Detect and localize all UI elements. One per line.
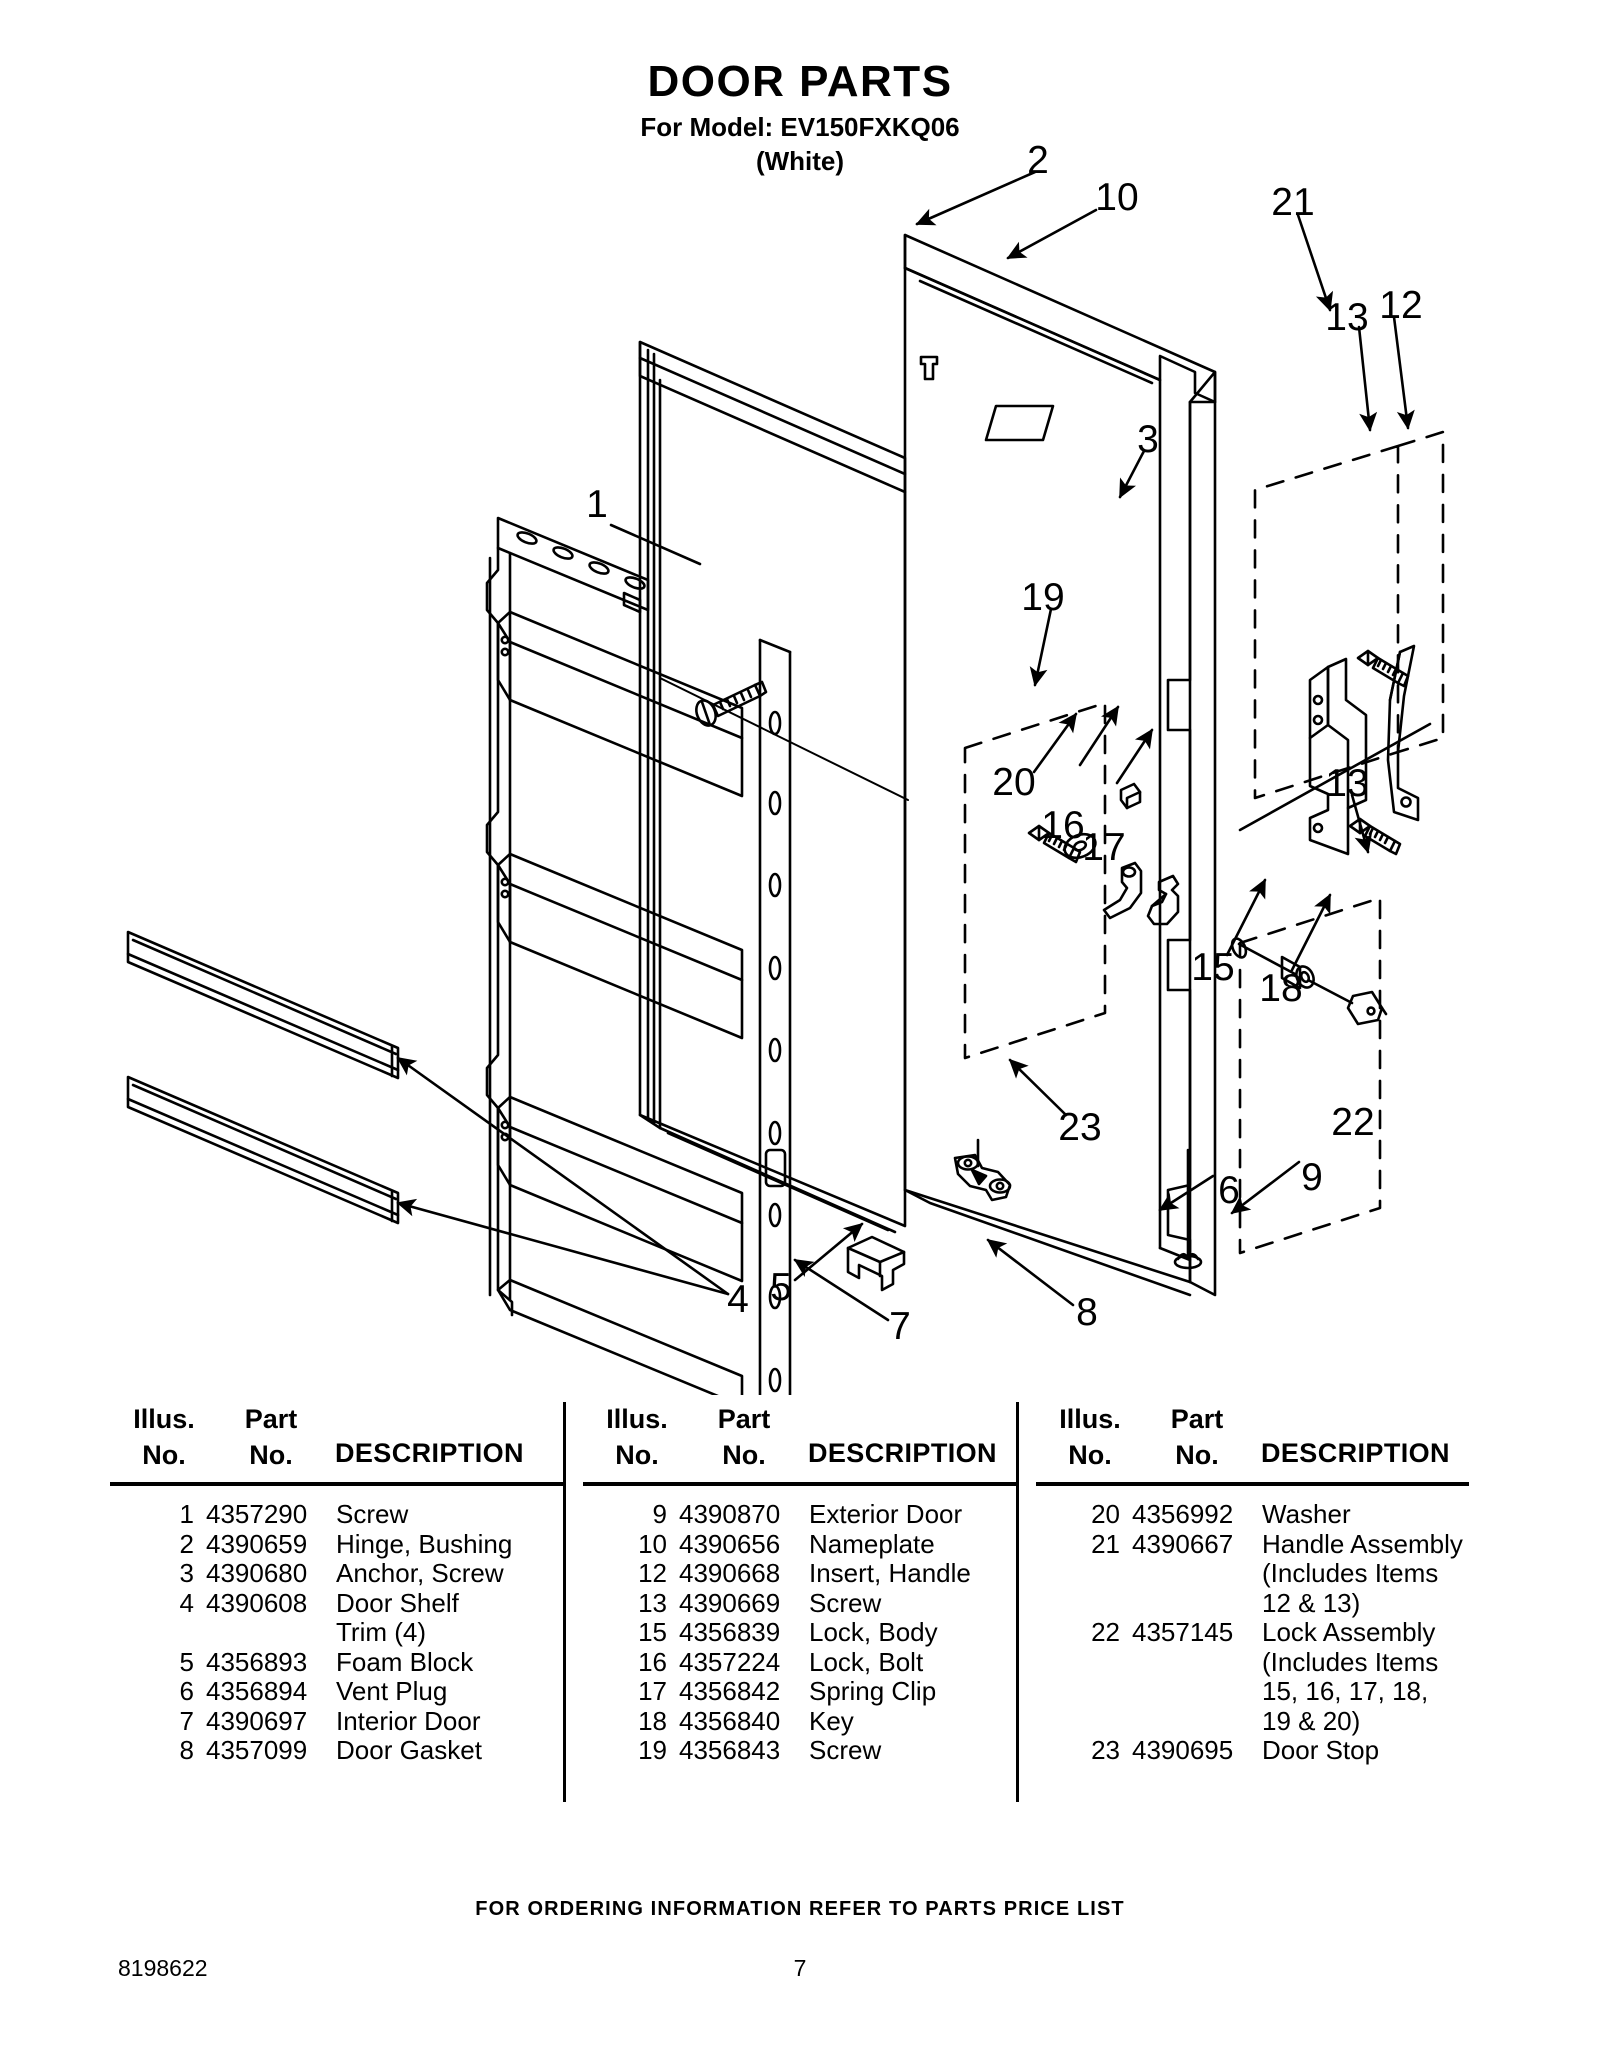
cell-part: 4356840	[679, 1705, 781, 1736]
parts-table	[110, 1402, 1495, 1802]
cell-part: 4357145	[1132, 1617, 1234, 1647]
cell-part	[206, 1618, 336, 1648]
page-number: 7	[793, 1955, 807, 1981]
cell-illus: 3	[179, 1558, 194, 1588]
parts-rows	[1036, 1500, 1469, 1766]
document-number: 8198622	[118, 1955, 208, 1981]
cell-desc: Washer	[1262, 1499, 1351, 1529]
leader-17	[1117, 730, 1152, 783]
table-row[interactable]	[110, 1500, 563, 1530]
table-row[interactable]	[583, 1589, 1016, 1619]
cell-illus: 18	[638, 1705, 667, 1736]
callout-8: 8	[1076, 1291, 1098, 1334]
cell-part: 4356839	[679, 1617, 781, 1647]
cell-illus: 10	[638, 1528, 667, 1559]
cell-illus	[1036, 1677, 1132, 1707]
parts-table-column-1	[110, 1402, 563, 1802]
header-illus-sub: No.	[615, 1439, 659, 1470]
cell-desc: Screw	[809, 1735, 882, 1765]
cell-part	[1132, 1677, 1262, 1707]
cell-illus: 13	[638, 1587, 667, 1618]
cell-illus	[110, 1618, 206, 1648]
header-illus: Illus.	[1059, 1404, 1121, 1434]
foam-block-part	[848, 1237, 904, 1290]
cell-desc: (Includes Items	[1262, 1646, 1439, 1677]
table-row[interactable]	[1036, 1736, 1469, 1766]
leader-12	[1394, 317, 1408, 428]
cell-desc: 12 & 13)	[1262, 1587, 1361, 1618]
table-row[interactable]	[110, 1736, 563, 1766]
header-part: Part	[717, 1404, 771, 1434]
cell-illus: 23	[1091, 1735, 1120, 1765]
callout-22: 22	[1331, 1101, 1375, 1144]
hinge-bushing-part	[921, 357, 937, 379]
callout-13-bottom: 13	[1325, 762, 1369, 805]
leader-2	[917, 172, 1035, 224]
table-row[interactable]	[110, 1707, 563, 1737]
header-rule	[583, 1482, 1016, 1486]
column-header	[110, 1402, 563, 1480]
cell-part: 4356894	[206, 1676, 308, 1706]
callout-23: 23	[1058, 1106, 1102, 1149]
cell-illus: 5	[179, 1646, 194, 1677]
callout-16: 16	[1041, 804, 1085, 847]
cell-part: 4390680	[206, 1558, 308, 1588]
color-line: (White)	[755, 145, 845, 176]
cell-part: 4390668	[679, 1558, 781, 1588]
callout-numbers	[586, 140, 1423, 1348]
table-row[interactable]	[583, 1530, 1016, 1560]
parts-rows	[583, 1500, 1016, 1766]
table-row[interactable]	[583, 1500, 1016, 1530]
header-part-sub: No.	[722, 1439, 766, 1470]
leader-lines	[398, 172, 1408, 1320]
table-row-continuation	[1036, 1559, 1469, 1589]
cell-desc: Key	[809, 1705, 854, 1736]
interior-door-part	[487, 518, 790, 1395]
nameplate-part	[986, 406, 1053, 440]
header-description: DESCRIPTION	[808, 1438, 997, 1468]
cell-part	[1132, 1559, 1262, 1589]
exploded-view-diagram	[0, 140, 1600, 1395]
callout-17: 17	[1082, 826, 1126, 869]
column-header	[583, 1402, 1016, 1480]
table-row[interactable]	[583, 1618, 1016, 1648]
door-shelf-trim-parts	[128, 932, 398, 1223]
callout-13-top: 13	[1325, 296, 1369, 339]
table-row[interactable]	[110, 1589, 563, 1619]
leader-16	[1080, 707, 1118, 765]
cell-desc: Anchor, Screw	[336, 1558, 504, 1588]
cell-desc: Exterior Door	[809, 1499, 963, 1529]
leader-7	[795, 1260, 888, 1320]
callout-9: 9	[1301, 1156, 1323, 1199]
cell-illus	[1036, 1559, 1132, 1589]
cell-illus: 22	[1091, 1617, 1120, 1647]
leader-19	[1035, 609, 1051, 685]
table-row[interactable]	[1036, 1618, 1469, 1648]
callout-10: 10	[1095, 176, 1139, 219]
cell-desc: Handle Assembly	[1262, 1528, 1463, 1559]
callout-21: 21	[1271, 181, 1315, 224]
callout-2: 2	[1027, 140, 1049, 182]
cell-part	[1132, 1648, 1262, 1678]
callout-15: 15	[1191, 946, 1235, 989]
table-row[interactable]	[583, 1707, 1016, 1737]
cell-illus: 21	[1091, 1528, 1120, 1559]
leader-9	[1232, 1162, 1299, 1213]
anchor-screw-part	[1121, 784, 1140, 808]
callout-20: 20	[992, 761, 1036, 804]
cell-part: 4390667	[1132, 1528, 1234, 1559]
cell-part: 4356893	[206, 1646, 308, 1677]
cell-desc: Lock Assembly	[1262, 1617, 1436, 1647]
cell-desc: Trim (4)	[336, 1617, 427, 1647]
leader-10	[1008, 210, 1096, 258]
table-row[interactable]	[1036, 1530, 1469, 1560]
callout-18: 18	[1259, 967, 1303, 1010]
cell-desc: Screw	[336, 1499, 409, 1529]
handle-bracket	[1310, 659, 1369, 854]
cell-illus: 12	[638, 1558, 667, 1588]
leader-13-top	[1359, 327, 1370, 430]
lock-bolt-part	[1104, 863, 1141, 918]
header-part: Part	[1170, 1404, 1224, 1434]
spring-clip-part	[1148, 876, 1178, 924]
table-row[interactable]	[1036, 1500, 1469, 1530]
cell-part: 4390697	[206, 1705, 308, 1736]
cell-desc: Interior Door	[336, 1705, 481, 1736]
cell-part: 4390669	[679, 1587, 781, 1618]
table-row[interactable]	[583, 1677, 1016, 1707]
page-title: DOOR PARTS	[647, 57, 953, 106]
leader-15	[1227, 880, 1265, 955]
cell-illus	[1036, 1648, 1132, 1678]
callout-6: 6	[1218, 1169, 1240, 1212]
callout-19: 19	[1021, 576, 1065, 619]
cell-illus: 6	[179, 1676, 194, 1706]
cell-illus: 4	[179, 1587, 194, 1618]
cell-illus: 19	[638, 1735, 667, 1765]
table-row[interactable]	[583, 1736, 1016, 1766]
leader-1	[611, 525, 700, 564]
header-description: DESCRIPTION	[335, 1438, 524, 1468]
cell-illus: 9	[652, 1499, 667, 1529]
header-rule	[110, 1482, 563, 1486]
cell-desc: 19 & 20)	[1262, 1705, 1361, 1736]
cell-part: 4356842	[679, 1676, 781, 1706]
table-row[interactable]	[110, 1648, 563, 1678]
door-stop-part	[955, 1140, 1010, 1200]
callout-1: 1	[586, 483, 608, 526]
cell-illus	[1036, 1589, 1132, 1619]
cell-desc: Door Gasket	[336, 1735, 482, 1765]
cell-desc: Insert, Handle	[809, 1558, 971, 1588]
header-description: DESCRIPTION	[1261, 1438, 1450, 1468]
parts-rows	[110, 1500, 563, 1766]
cell-illus: 15	[638, 1617, 667, 1647]
cell-illus: 1	[179, 1499, 194, 1529]
cell-illus: 16	[638, 1646, 667, 1677]
table-row[interactable]	[110, 1530, 563, 1560]
cell-part	[1132, 1589, 1262, 1619]
header-illus: Illus.	[133, 1404, 195, 1434]
callout-5: 5	[770, 1266, 792, 1309]
header-part-sub: No.	[1175, 1439, 1219, 1470]
cell-desc: Door Shelf	[336, 1587, 459, 1618]
cell-desc: 15, 16, 17, 18,	[1262, 1676, 1429, 1706]
table-row-continuation	[110, 1618, 563, 1648]
model-line: For Model: EV150FXKQ06	[640, 112, 960, 142]
table-row-continuation	[1036, 1677, 1469, 1707]
cell-part: 4357099	[206, 1735, 308, 1765]
column-header	[1036, 1402, 1469, 1480]
header-illus-sub: No.	[1068, 1439, 1112, 1470]
header-part: Part	[244, 1404, 298, 1434]
leader-18	[1292, 895, 1330, 970]
ordering-information-note: FOR ORDERING INFORMATION REFER TO PARTS PRICE LIST	[475, 1898, 1125, 1920]
cell-desc: Door Stop	[1262, 1735, 1380, 1765]
table-row[interactable]	[583, 1648, 1016, 1678]
cell-part	[1132, 1707, 1262, 1737]
header-rule	[1036, 1482, 1469, 1486]
cell-desc: Screw	[809, 1587, 882, 1618]
shelf-screw-part	[660, 678, 908, 800]
table-row[interactable]	[583, 1559, 1016, 1589]
leader-5	[795, 1224, 862, 1280]
header-part-sub: No.	[249, 1439, 293, 1470]
callout-12: 12	[1379, 284, 1423, 327]
cell-illus: 2	[179, 1528, 194, 1559]
leader-20	[1034, 714, 1076, 772]
cell-part: 4390870	[679, 1499, 781, 1529]
table-row-continuation	[1036, 1589, 1469, 1619]
header-illus: Illus.	[606, 1404, 668, 1434]
callout-3: 3	[1137, 418, 1159, 461]
cell-illus	[1036, 1707, 1132, 1737]
cell-desc: Vent Plug	[336, 1676, 448, 1706]
cell-illus: 17	[638, 1676, 667, 1706]
leader-4b	[398, 1203, 728, 1294]
parts-table-column-2	[563, 1402, 1016, 1802]
door-gasket-part	[640, 342, 905, 1232]
cell-illus: 7	[179, 1705, 194, 1736]
cell-desc: Lock, Body	[809, 1617, 938, 1647]
cell-part: 4356843	[679, 1735, 781, 1765]
cell-part: 4357224	[679, 1646, 781, 1677]
cell-desc: Nameplate	[809, 1528, 935, 1559]
parts-table-column-3	[1016, 1402, 1469, 1802]
cell-part: 4390695	[1132, 1735, 1234, 1765]
cell-desc: Lock, Bolt	[809, 1646, 924, 1677]
cell-desc: (Includes Items	[1262, 1558, 1439, 1588]
cell-illus: 20	[1091, 1499, 1120, 1529]
cell-desc: Spring Clip	[809, 1676, 937, 1706]
table-row-continuation	[1036, 1648, 1469, 1678]
vent-plug-part	[1175, 1150, 1201, 1268]
header-illus-sub: No.	[142, 1439, 186, 1470]
table-row-continuation	[1036, 1707, 1469, 1737]
cell-desc: Hinge, Bushing	[336, 1528, 513, 1559]
callout-4: 4	[727, 1278, 749, 1321]
cell-part: 4357290	[206, 1499, 308, 1529]
table-row[interactable]	[110, 1677, 563, 1707]
cell-part: 4390656	[679, 1528, 781, 1559]
table-row[interactable]	[110, 1559, 563, 1589]
callout-7: 7	[889, 1305, 911, 1348]
leader-4a	[398, 1058, 728, 1294]
cell-desc: Foam Block	[336, 1646, 474, 1677]
cell-part: 4390608	[206, 1587, 308, 1618]
cell-illus: 8	[179, 1735, 194, 1765]
cell-part: 4356992	[1132, 1499, 1234, 1529]
cell-part: 4390659	[206, 1528, 308, 1559]
